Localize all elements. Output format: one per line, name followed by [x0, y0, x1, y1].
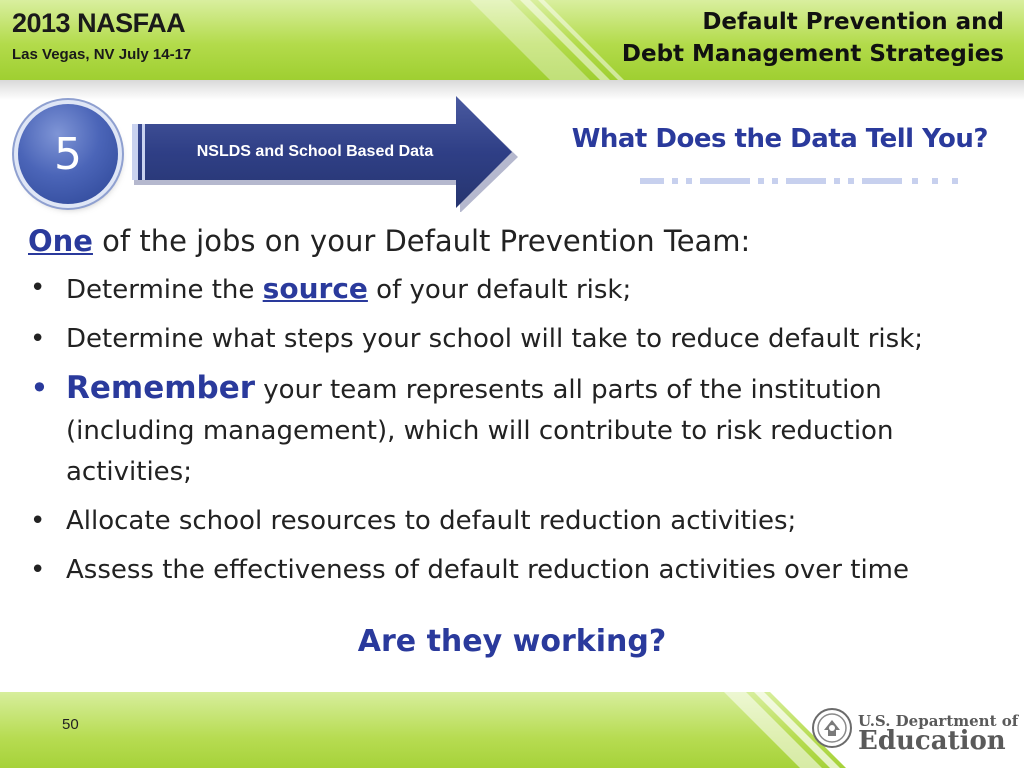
subtitle-dash-decoration — [640, 176, 980, 186]
bullet-dot-icon: • — [30, 273, 46, 303]
bullet-text: Assess the effectiveness of default reduction activities over time — [66, 555, 909, 585]
bullet-item — [28, 550, 1008, 591]
header-banner — [0, 0, 1024, 80]
step-number-circle — [18, 104, 118, 204]
footer-banner — [0, 692, 1024, 768]
presentation-title — [622, 6, 1004, 70]
event-subtitle: Las Vegas, NV July 14-17 — [12, 46, 192, 63]
bullet-item — [28, 501, 1008, 542]
bullet-item — [28, 368, 1008, 493]
bullet-dot-icon: • — [30, 324, 46, 354]
presentation-title-line2: Debt Management Strategies — [621, 41, 1004, 67]
slide-body — [28, 224, 1008, 599]
lead-text: of the jobs on your Default Prevention Team: — [92, 224, 751, 258]
bullet-list — [28, 268, 1008, 591]
department-seal-icon — [812, 708, 852, 748]
slide-subtitle: What Does the Data Tell You? — [571, 124, 988, 154]
bullet-text: of your default risk; — [367, 275, 632, 305]
page-number: 50 — [62, 716, 79, 733]
closing-question: Are they working? — [357, 624, 667, 659]
agency-name-line2: Education — [858, 726, 1006, 756]
step-number: 5 — [54, 128, 82, 180]
lead-emphasis: One — [28, 224, 93, 258]
bullet-item — [28, 319, 1008, 360]
bullet-keyword: source — [262, 272, 368, 305]
bullet-dot-icon: • — [30, 506, 46, 536]
bullet-item — [28, 268, 1008, 311]
bullet-text: Allocate school resources to default reduction activities; — [66, 506, 797, 536]
bullet-dot-icon: • — [30, 555, 46, 585]
presentation-title-line1: Default Prevention and — [702, 9, 1004, 35]
step-label: NSLDS and School Based Data — [196, 143, 434, 160]
bullet-text: Determine the — [66, 275, 263, 305]
bullet-dot-icon: • — [30, 369, 49, 407]
bullet-text: your team represents all parts of the institution (including management), which will contribute to risk reduction activities; — [66, 375, 894, 487]
agency-name-line1: U.S. Department of — [858, 712, 1019, 730]
event-title: 2013 NASFAA — [12, 8, 186, 38]
bullet-keyword: Remember — [66, 370, 256, 406]
bullet-text: Determine what steps your school will take to reduce default risk; — [66, 324, 924, 354]
lead-sentence — [28, 224, 1008, 258]
